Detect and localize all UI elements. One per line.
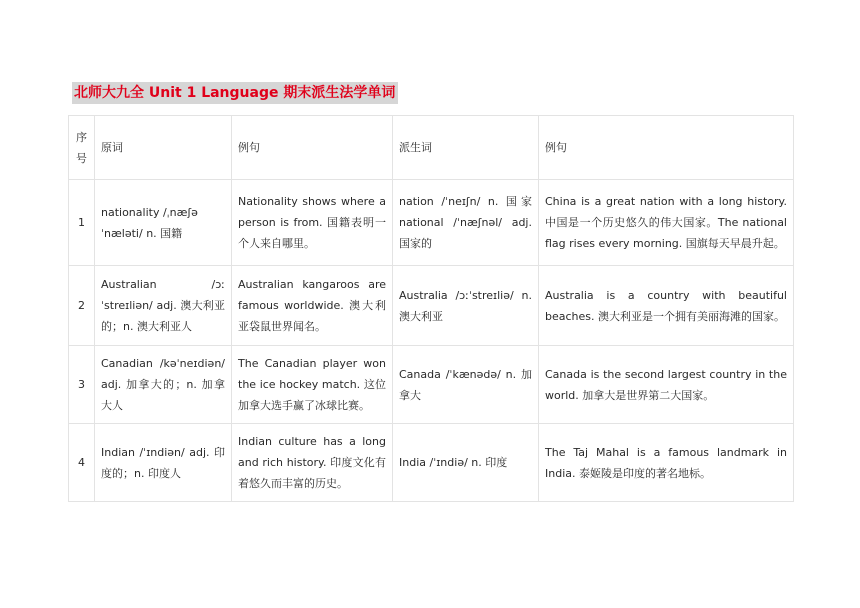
header-word: 原词 — [95, 116, 232, 180]
header-derived-example: 例句 — [539, 116, 794, 180]
row-num: 2 — [69, 266, 95, 346]
row-word: Indian /ˈɪndiən/ adj. 印度的；n. 印度人 — [95, 424, 232, 502]
table-row — [69, 346, 794, 424]
row-word: nationality /ˌnæʃəˈnæləti/ n. 国籍 — [95, 180, 232, 266]
row-example: The Canadian player won the ice hockey match. 这位加拿大选手赢了冰球比赛。 — [232, 346, 393, 424]
document-title: 北师大九全 Unit 1 Language 期末派生法学单词 — [72, 82, 398, 104]
table-row — [69, 266, 794, 346]
row-derived-example: The Taj Mahal is a famous landmark in India. 泰姬陵是印度的著名地标。 — [539, 424, 794, 502]
row-num: 1 — [69, 180, 95, 266]
row-derived-example: Canada is the second largest country in the world. 加拿大是世界第二大国家。 — [539, 346, 794, 424]
row-derived: India /ˈɪndiə/ n. 印度 — [393, 424, 539, 502]
row-derived-example: China is a great nation with a long history. 中国是一个历史悠久的伟大国家。The national flag rises every morning. 国旗每天早晨升起。 — [539, 180, 794, 266]
row-example: Australian kangaroos are famous worldwide. 澳大利亚袋鼠世界闻名。 — [232, 266, 393, 346]
table-header-row — [69, 116, 794, 180]
row-num: 4 — [69, 424, 95, 502]
row-example: Nationality shows where a person is from. 国籍表明一个人来自哪里。 — [232, 180, 393, 266]
row-word: Canadian /kəˈneɪdiən/ adj. 加拿大的；n. 加拿大人 — [95, 346, 232, 424]
row-example: Indian culture has a long and rich history. 印度文化有着悠久而丰富的历史。 — [232, 424, 393, 502]
row-derived: Canada /ˈkænədə/ n. 加拿大 — [393, 346, 539, 424]
table-row — [69, 180, 794, 266]
row-derived: Australia /ɔːˈstreɪliə/ n. 澳大利亚 — [393, 266, 539, 346]
table-row — [69, 424, 794, 502]
header-example: 例句 — [232, 116, 393, 180]
header-num: 序号 — [69, 116, 95, 180]
row-derived: nation /ˈneɪʃn/ n. 国家 national /ˈnæʃnəl/ adj. 国家的 — [393, 180, 539, 266]
row-word: Australian /ɔːˈstreɪliən/ adj. 澳大利亚的；n. 澳大利亚人 — [95, 266, 232, 346]
row-num: 3 — [69, 346, 95, 424]
row-derived-example: Australia is a country with beautiful beaches. 澳大利亚是一个拥有美丽海滩的国家。 — [539, 266, 794, 346]
vocabulary-table — [68, 115, 794, 502]
header-derived: 派生词 — [393, 116, 539, 180]
